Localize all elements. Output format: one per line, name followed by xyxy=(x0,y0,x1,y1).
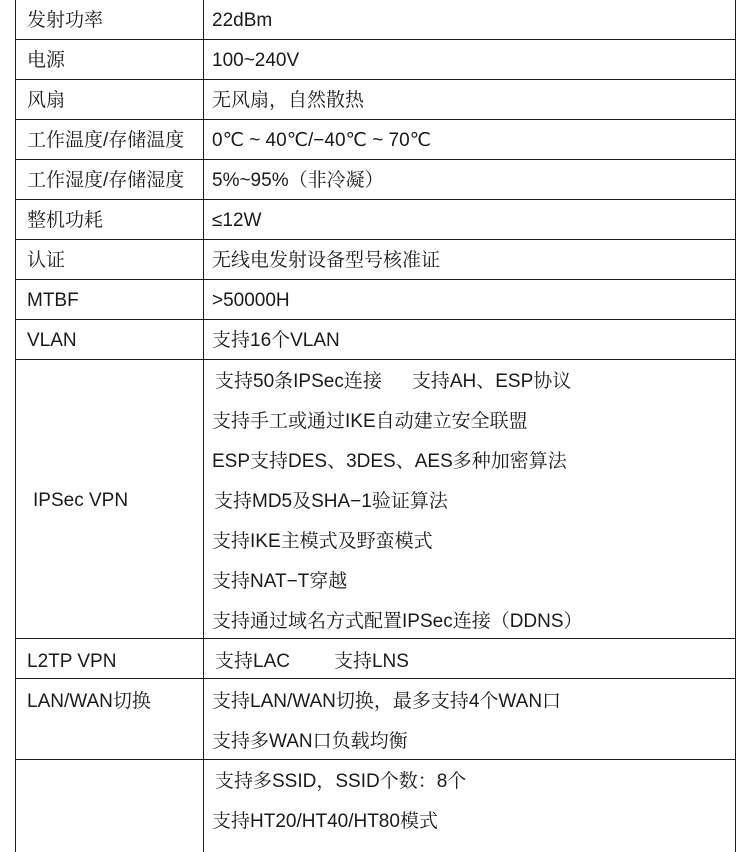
row-divider xyxy=(15,279,735,280)
lan-wan-line: 支持多WAN口负载均衡 xyxy=(212,731,408,752)
ipsec-line: 支持MD5及SHA−1验证算法 xyxy=(214,491,448,512)
row-divider xyxy=(15,199,735,200)
ipsec-connections: 支持50条IPSec连接 xyxy=(215,371,382,392)
row-label-certification: 认证 xyxy=(27,250,66,271)
row-divider xyxy=(15,638,735,639)
row-label-ipsec-vpn: IPSec VPN xyxy=(33,490,129,511)
row-divider xyxy=(15,119,735,120)
row-divider xyxy=(15,239,735,240)
row-divider xyxy=(15,759,735,760)
row-value-temperature: 0℃ ~ 40℃/−40℃ ~ 70℃ xyxy=(212,130,432,151)
row-divider xyxy=(15,678,735,679)
row-divider xyxy=(15,159,735,160)
row-value-fan: 无风扇，自然散热 xyxy=(212,90,365,111)
row-label-power-supply: 电源 xyxy=(27,50,66,71)
ipsec-line: 支持NAT−T穿越 xyxy=(212,571,348,592)
row-value-vlan: 支持16个VLAN xyxy=(212,330,340,351)
row-label-vlan: VLAN xyxy=(27,330,77,351)
row-value-humidity: 5%~95%（非冷凝） xyxy=(212,170,384,191)
row-value-tx-power: 22dBm xyxy=(212,10,273,31)
row-label-humidity: 工作湿度/存储湿度 xyxy=(27,170,185,191)
wifi-line: 支持多SSID，SSID个数：8个 xyxy=(215,771,467,792)
row-label-l2tp-vpn: L2TP VPN xyxy=(27,651,117,672)
row-label-temperature: 工作温度/存储温度 xyxy=(27,130,185,151)
row-label-mtbf: MTBF xyxy=(27,290,79,311)
ipsec-line xyxy=(215,371,571,393)
row-label-power-consumption: 整机功耗 xyxy=(27,210,104,231)
row-value-power-consumption: ≤12W xyxy=(212,210,262,231)
ipsec-line: ESP支持DES、3DES、AES多种加密算法 xyxy=(212,451,567,472)
ipsec-line: 支持通过域名方式配置IPSec连接（DDNS） xyxy=(212,611,583,632)
table-column-divider xyxy=(203,0,204,852)
row-label-lan-wan: LAN/WAN切换 xyxy=(27,691,151,712)
row-label-tx-power: 发射功率 xyxy=(27,10,104,31)
ipsec-line: 支持IKE主模式及野蛮模式 xyxy=(212,531,433,552)
table-left-border xyxy=(15,0,16,852)
row-value-certification: 无线电发射设备型号核准证 xyxy=(212,250,441,271)
row-value-mtbf: >50000H xyxy=(212,290,290,311)
wifi-line: 支持HT20/HT40/HT80模式 xyxy=(212,811,438,832)
row-value-power-supply: 100~240V xyxy=(212,50,300,71)
row-label-fan: 风扇 xyxy=(27,90,66,111)
row-divider xyxy=(15,79,735,80)
table-right-border xyxy=(735,0,736,852)
row-divider xyxy=(15,39,735,40)
row-divider xyxy=(15,319,735,320)
l2tp-value xyxy=(215,651,409,673)
ipsec-line: 支持手工或通过IKE自动建立安全联盟 xyxy=(212,411,528,432)
lan-wan-line: 支持LAN/WAN切换，最多支持4个WAN口 xyxy=(212,691,562,712)
l2tp-lns: 支持LNS xyxy=(333,651,409,672)
ipsec-protocols: 支持AH、ESP协议 xyxy=(411,371,572,392)
l2tp-lac: 支持LAC xyxy=(215,651,290,672)
row-divider xyxy=(15,359,735,360)
